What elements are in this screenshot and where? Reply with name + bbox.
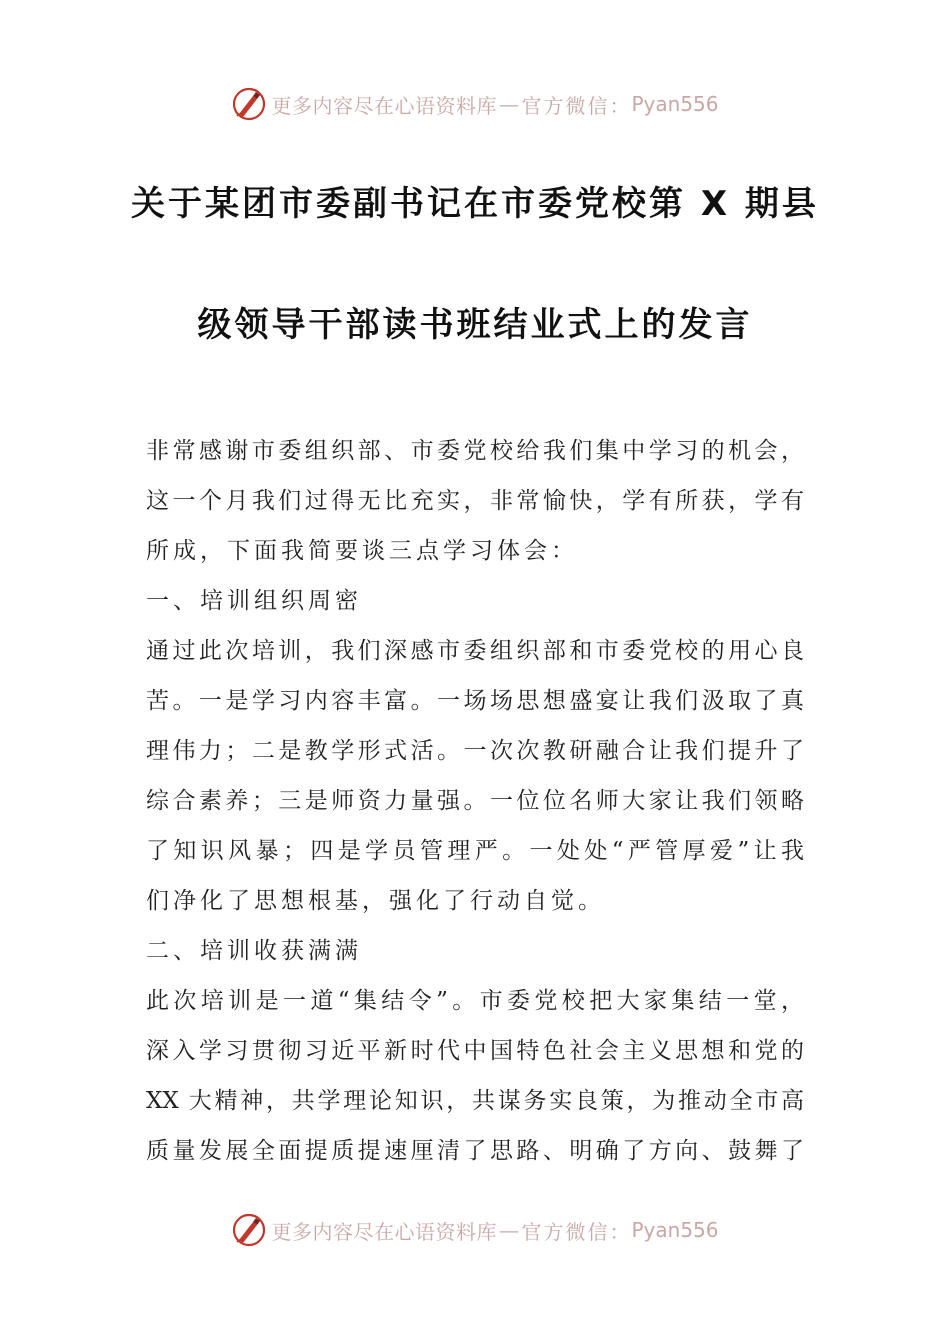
watermark-wechat-id: Pyan556 (631, 1218, 719, 1242)
pen-logo-icon (231, 1212, 267, 1248)
body-line: 通过此次培训，我们深感市委组织部和市委党校的用心良 (146, 638, 804, 664)
body-line: XX 大精神，共学理论知识，共谋务实良策，为推动全市高 (146, 1088, 804, 1114)
body-line: 深入学习贯彻习近平新时代中国特色社会主义思想和党的 (146, 1038, 804, 1064)
document-title-line-2: 级领导干部读书班结业式上的发言 (197, 305, 753, 345)
body-line: 质量发展全面提质提速厘清了思路、明确了方向、鼓舞了 (146, 1138, 804, 1164)
body-line: 理伟力；二是教学形式活。一次次教研融合让我们提升了 (146, 738, 804, 764)
section-heading-1: 一、培训组织周密 (146, 588, 362, 614)
body-line: 此次培训是一道“集结令”。市委党校把大家集结一堂， (146, 988, 804, 1014)
watermark-label: 官方微信： (521, 93, 632, 118)
body-line: 非常感谢市委组织部、市委党校给我们集中学习的机会， (146, 438, 804, 464)
body-line: 这一个月我们过得无比充实，非常愉快，学有所获，学有 (146, 488, 804, 514)
header-watermark (0, 84, 950, 124)
watermark-separator: — (498, 1218, 520, 1242)
document-title-line-1: 关于某团市委副书记在市委党校第 X 期县 (131, 184, 819, 224)
watermark-slogan: 更多内容尽在心语资料库 (271, 1219, 497, 1244)
watermark-separator: — (498, 92, 520, 116)
watermark-wechat-id: Pyan556 (631, 92, 719, 116)
footer-watermark (0, 1210, 950, 1250)
section-heading-2: 二、培训收获满满 (146, 938, 362, 964)
pen-logo-icon (231, 86, 267, 122)
watermark-slogan: 更多内容尽在心语资料库 (271, 93, 497, 118)
document-body (146, 426, 804, 1176)
body-line: 苦。一是学习内容丰富。一场场思想盛宴让我们汲取了真 (146, 688, 804, 714)
body-line: 了知识风暴；四是学员管理严。一处处“严管厚爱”让我 (146, 838, 804, 864)
body-line: 们净化了思想根基，强化了行动自觉。 (146, 888, 605, 914)
body-line: 综合素养；三是师资力量强。一位位名师大家让我们领略 (146, 788, 804, 814)
body-line: 所成，下面我简要谈三点学习体会： (146, 538, 578, 564)
watermark-label: 官方微信： (521, 1219, 632, 1244)
